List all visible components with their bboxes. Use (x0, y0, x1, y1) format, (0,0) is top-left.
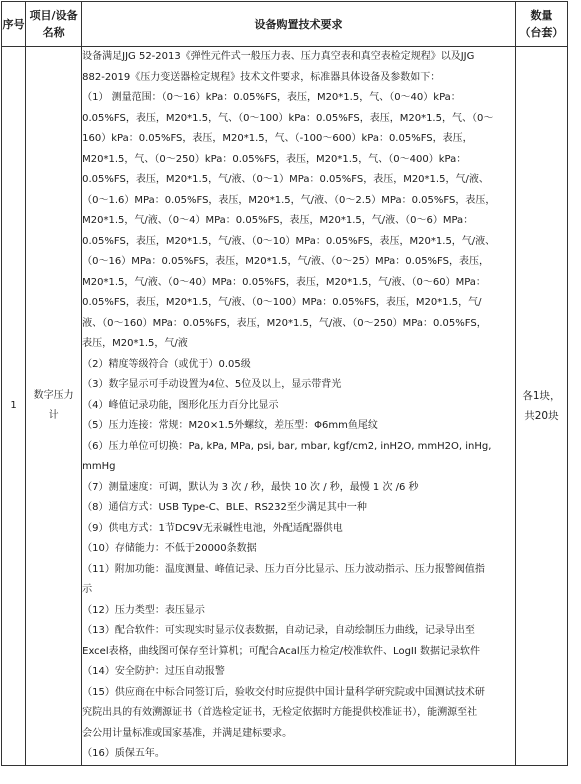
requirement-line: mmHg (82, 461, 116, 472)
requirement-line: （4）峰值记录功能，图形化压力百分比显示 (82, 399, 279, 411)
requirement-line: 0.05%FS，表压，M20*1.5，气/液、（0～100）MPa：0.05%FS，表压，M20*1.5，气/ (82, 297, 482, 308)
header-quantity-line2: （台套） (519, 26, 564, 39)
requirement-line: （2）精度等级符合（或优于）0.05级 (82, 358, 251, 370)
requirement-line: （6）压力单位可切换：Pa, kPa, MPa, psi, bar, mbar, kgf/cm2, inH2O, mmH2O, inHg, (82, 440, 492, 452)
requirement-line: （5）压力连接：常规：M20×1.5外螺纹，差压型：Φ6mm鱼尾纹 (82, 420, 378, 431)
requirement-line: （9）供电方式：1节DC9V无汞碱性电池，外配适配器供电 (82, 522, 343, 534)
requirement-line: 0.05%FS，表压，M20*1.5，气/液、（0～1）MPa：0.05%FS，表压，M20*1.5，气/液、 (82, 174, 489, 185)
requirement-line: 究院出具的有效溯源证书（首选检定证书，无检定依据时方能提供校准证书），能溯源至社 (82, 707, 478, 718)
requirement-line: （1） 测量范围：（0～16）kPa：0.05%FS，表压，M20*1.5，气、（0～40）kPa： (82, 92, 461, 103)
requirement-line: 设备满足JJG 52-2013《弹性元件式一般压力表、压力真空表和真空表检定规程》以及JJG (82, 51, 475, 62)
requirement-line: （3）数字显示可手动设置为4位、5位及以上，显示带背光 (82, 379, 342, 390)
requirement-line: （10）存储能力：不低于20000条数据 (82, 543, 257, 554)
header-item-name-line2: 名称 (42, 26, 65, 39)
requirements-lines (82, 47, 515, 765)
header-quantity (515, 2, 567, 47)
row-requirements (82, 47, 516, 766)
header-seq: 序号 (2, 2, 26, 47)
table-row (2, 47, 568, 766)
requirement-line: 0.05%FS，表压，M20*1.5，气/液、（0～10）MPa：0.05%FS，表压，M20*1.5，气/液、 (82, 235, 496, 247)
requirement-line: （15）供应商在中标合同签订后，验收交付时应提供中国计量科学研究院或中国测试技术研 (82, 686, 485, 698)
requirement-line: M20*1.5，气/液、（0～4）MPa：0.05%FS，表压，M20*1.5，气/液、（0～6）MPa： (82, 215, 474, 226)
requirement-line: （0～1.6）MPa：0.05%FS，表压，M20*1.5，气/液、（0～2.5）MPa：0.05%FS，表压， (82, 194, 496, 206)
requirement-line: 液、（0～160）MPa：0.05%FS，表压，M20*1.5，气/液、（0～250）MPa：0.05%FS， (82, 317, 487, 329)
requirement-line: （16）质保五年。 (82, 748, 165, 759)
row-quantity-text: 各1块，共20块 (522, 389, 561, 422)
header-requirements: 设备购置技术要求 (82, 2, 516, 47)
requirement-line: （13）配合软件：可实现实时显示仪表数据，自动记录，自动绘制压力曲线，记录导出至 (82, 625, 475, 636)
table-header-row (2, 2, 568, 47)
requirement-line: 160）kPa：0.05%FS，表压，M20*1.5，气、（-100～600）kPa：0.05%FS，表压， (82, 133, 473, 144)
header-item-name-line1: 项目/设备 (29, 9, 78, 22)
row-seq: 1 (2, 47, 26, 766)
requirement-line: 0.05%FS，表压，M20*1.5，气、（0～100）kPa：0.05%FS，表压，M20*1.5，气、（0～ (82, 112, 494, 124)
requirement-line: （12）压力类型：表压显示 (82, 604, 205, 616)
requirement-line: 882-2019《压力变送器检定规程》技术文件要求，标准器具体设备及参数如下： (82, 71, 441, 83)
procurement-spec-table (1, 1, 568, 766)
requirement-line: 示 (82, 584, 93, 595)
requirement-line: 会公用计量标准或国家基准，并满足建标要求。 (82, 727, 293, 739)
row-item-name (26, 47, 82, 766)
requirement-line: （7）测量速度：可调，默认为 3 次 / 秒，最快 10 次 / 秒，最慢 1 次 /6 秒 (82, 481, 419, 493)
requirement-line: M20*1.5，气、（0～250）kPa：0.05%FS，表压，M20*1.5，气、（0～400）kPa： (82, 153, 467, 165)
requirement-line: （11）附加功能：温度测量、峰值记录、压力百分比显示、压力波动指示、压力报警阀值指 (82, 563, 485, 575)
header-quantity-line1: 数量 (530, 9, 553, 22)
requirement-line: （0～16）MPa：0.05%FS，表压，M20*1.5，气/液、（0～25）MPa：0.05%FS，表压， (82, 256, 489, 267)
row-quantity (515, 47, 567, 766)
row-item-name-text: 数字压力计 (33, 389, 74, 421)
requirement-line: （8）通信方式：USB Type-C、BLE、RS232至少满足其中一种 (82, 502, 367, 513)
header-item-name (26, 2, 82, 47)
requirement-line: Excel表格，曲线图可保存至计算机；可配合Acal压力检定/校准软件、LogII 数据记录软件 (82, 645, 480, 657)
requirement-line: （14）安全防护：过压自动报警 (82, 666, 225, 677)
requirement-line: 表压，M20*1.5，气/液 (82, 338, 188, 349)
requirement-line: M20*1.5，气/液、（0～40）MPa：0.05%FS，表压，M20*1.5，气/液、（0～60）MPa： (82, 276, 486, 288)
